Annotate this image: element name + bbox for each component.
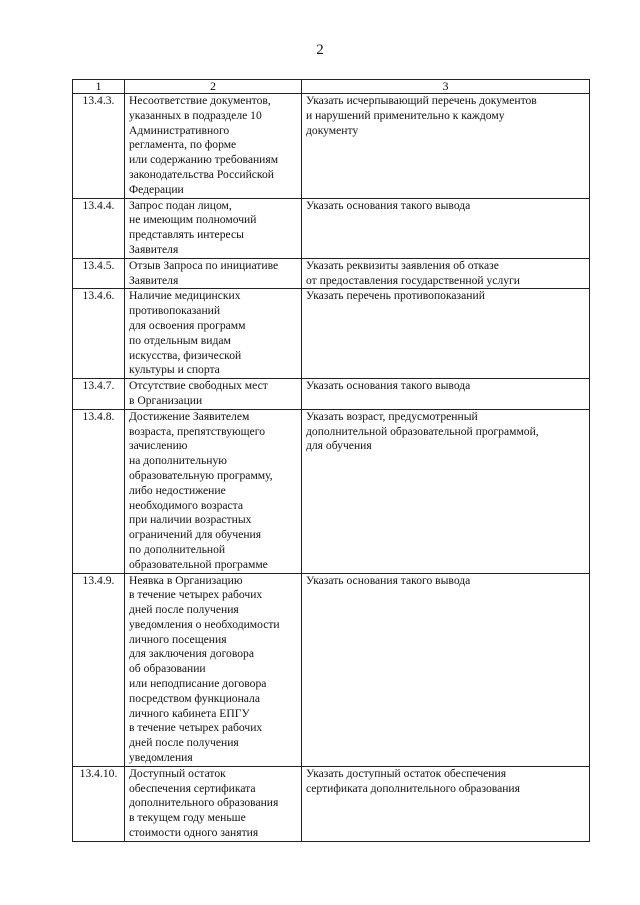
refusal-reason: Доступный остаток обеспечения сертификата дополнительного образования в текущем году меньше стоимости одного занятия	[125, 766, 302, 841]
refusal-reason: Отсутствие свободных мест в Организации	[125, 379, 302, 410]
page-number: 2	[316, 42, 324, 58]
column-header-3: 3	[302, 80, 590, 94]
required-action: Указать основания такого вывода	[302, 573, 590, 766]
refusal-grounds-table	[72, 79, 590, 842]
column-header-2: 2	[125, 80, 302, 94]
table-row	[73, 258, 590, 289]
table-row	[73, 766, 590, 841]
required-action: Указать основания такого вывода	[302, 198, 590, 258]
table-row	[73, 409, 590, 573]
required-action: Указать перечень противопоказаний	[302, 289, 590, 379]
refusal-reason: Отзыв Запроса по инициативе Заявителя	[125, 258, 302, 289]
table-row	[73, 573, 590, 766]
refusal-reason: Запрос подан лицом, не имеющим полномочий представлять интересы Заявителя	[125, 198, 302, 258]
row-number: 13.4.7.	[73, 379, 125, 410]
required-action: Указать исчерпывающий перечень документов и нарушений применительно к каждому документу	[302, 94, 590, 199]
table-row	[73, 198, 590, 258]
row-number: 13.4.8.	[73, 409, 125, 573]
refusal-reason: Наличие медицинских противопоказаний для освоения программ по отдельным видам искусства, физической культуры и спорта	[125, 289, 302, 379]
required-action: Указать основания такого вывода	[302, 379, 590, 410]
required-action: Указать доступный остаток обеспечения сертификата дополнительного образования	[302, 766, 590, 841]
row-number: 13.4.10.	[73, 766, 125, 841]
column-header-1: 1	[73, 80, 125, 94]
row-number: 13.4.5.	[73, 258, 125, 289]
row-number: 13.4.3.	[73, 94, 125, 199]
row-number: 13.4.6.	[73, 289, 125, 379]
row-number: 13.4.4.	[73, 198, 125, 258]
row-number: 13.4.9.	[73, 573, 125, 766]
refusal-reason: Достижение Заявителем возраста, препятствующего зачислению на дополнительную образовательную программу, либо недостижение необходимого возраста при наличии возрастных ограничений для обучения по дополнительной образовательной программе	[125, 409, 302, 573]
required-action: Указать возраст, предусмотренный дополнительной образовательной программой, для обучения	[302, 409, 590, 573]
required-action: Указать реквизиты заявления об отказе от предоставления государственной услуги	[302, 258, 590, 289]
table-row	[73, 379, 590, 410]
table-row	[73, 94, 590, 199]
refusal-reason: Неявка в Организацию в течение четырех рабочих дней после получения уведомления о необходимости личного посещения для заключения договора об образовании или неподписание договора посредством функционала личного кабинета ЕПГУ в течение четырех рабочих дней после получения уведомления	[125, 573, 302, 766]
table-row	[73, 289, 590, 379]
table-header-row	[73, 80, 590, 94]
refusal-reason: Несоответствие документов, указанных в подразделе 10 Административного регламента, по форме или содержанию требованиям законодательства Российской Федерации	[125, 94, 302, 199]
